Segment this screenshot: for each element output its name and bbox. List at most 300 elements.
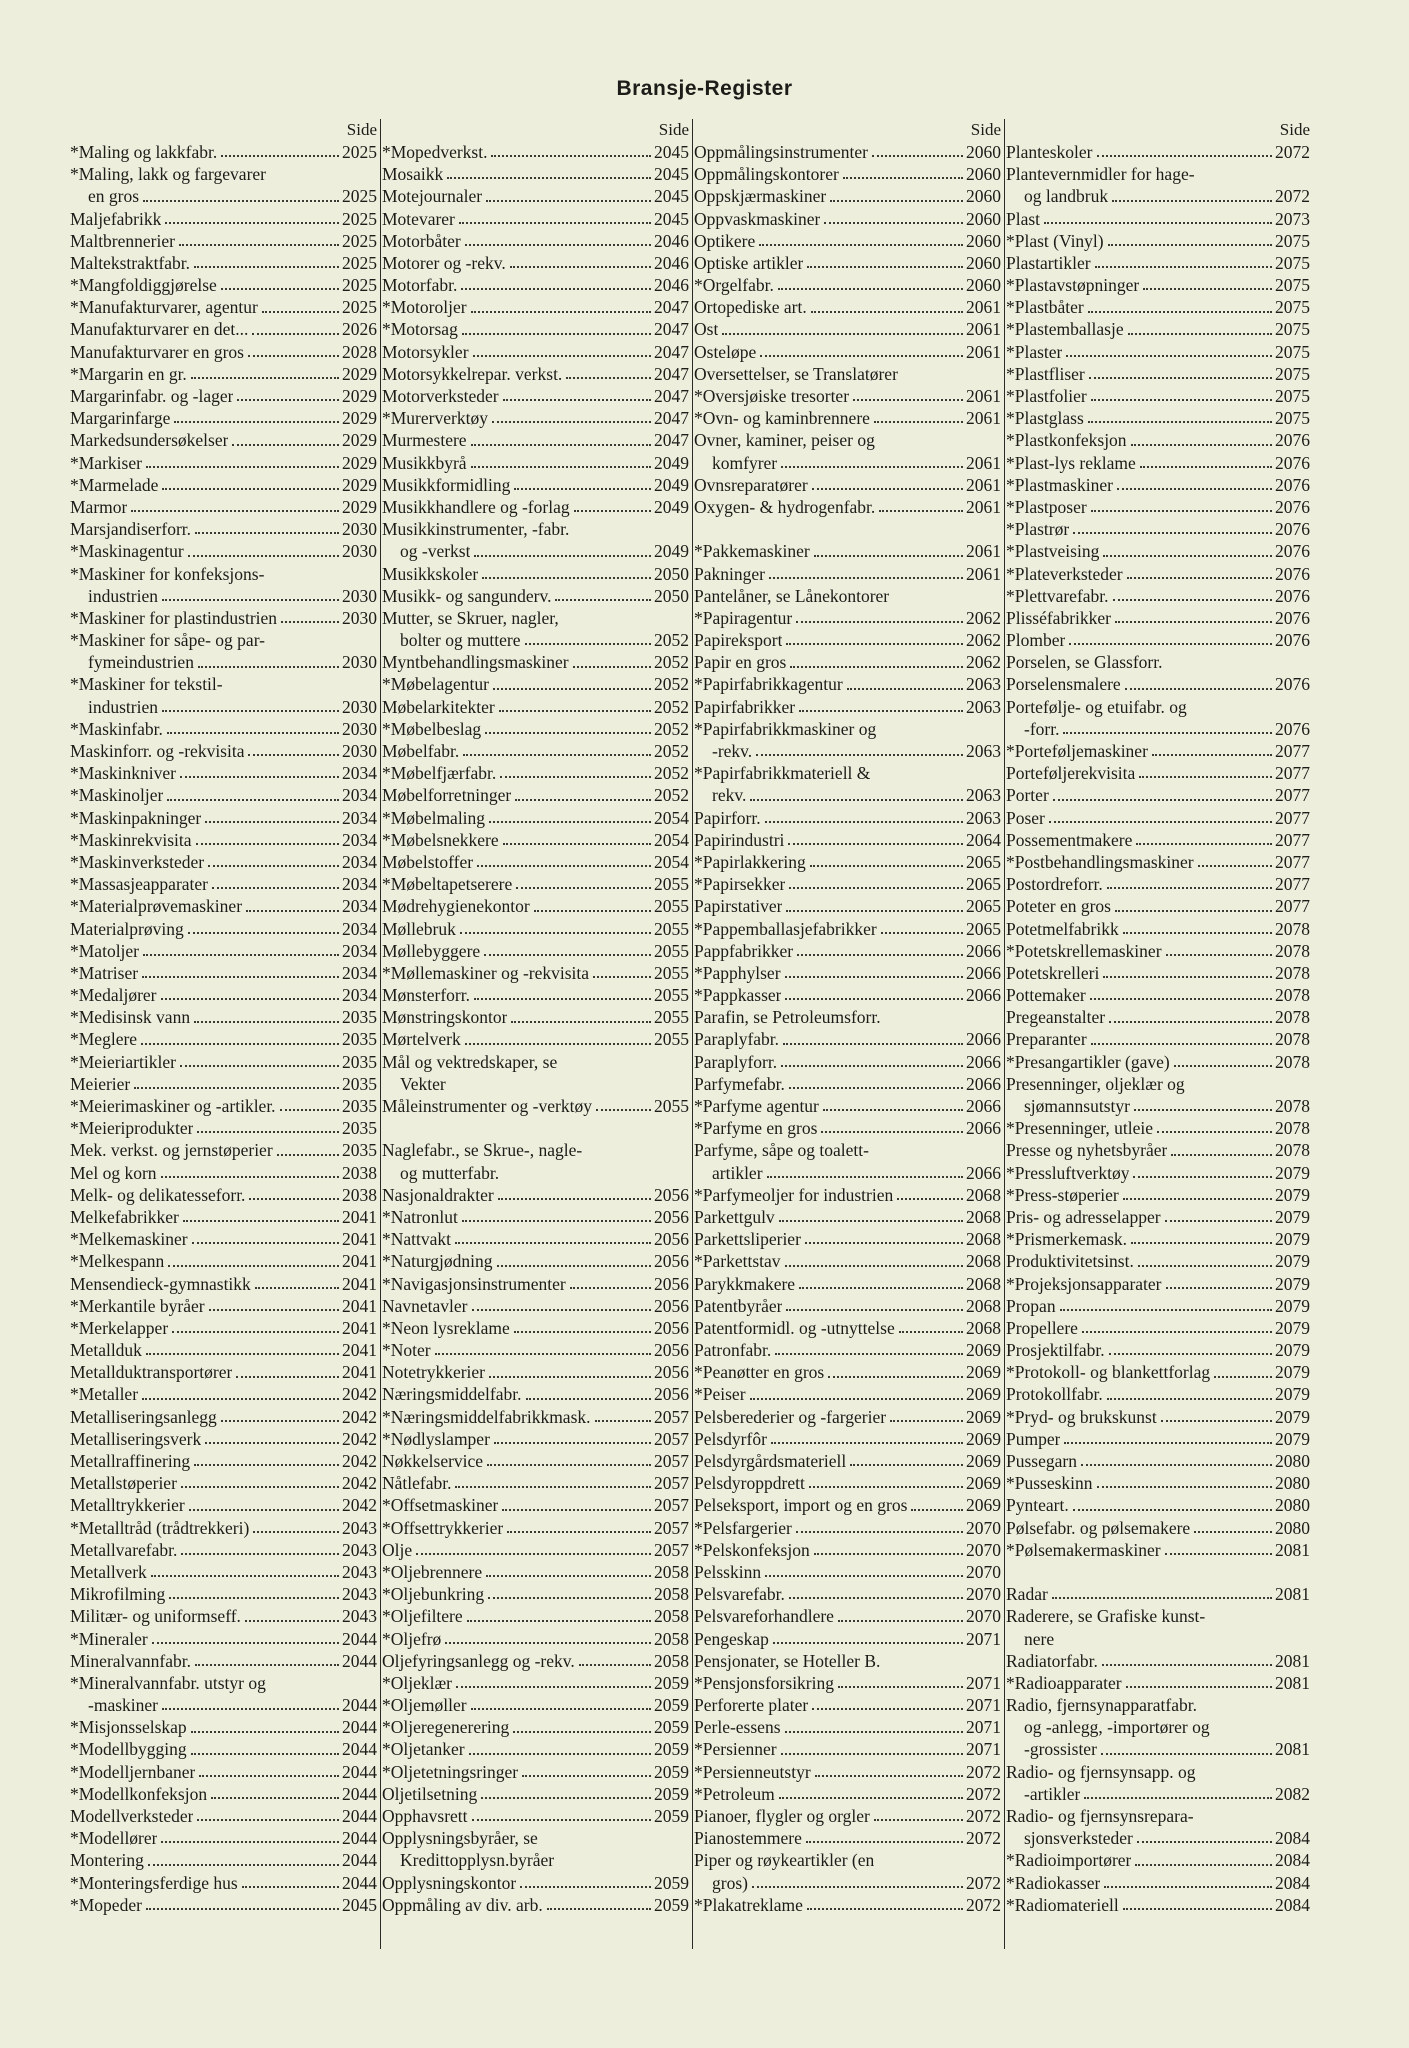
dot-leader [143, 953, 339, 956]
entry-page-number: 2065 [966, 874, 1001, 895]
register-entry [1006, 1894, 1313, 1916]
entry-label: Naglefabr., se Skrue-, nagle- [382, 1140, 583, 1161]
dot-leader [199, 1774, 339, 1777]
register-entry [1006, 1117, 1313, 1139]
register-entry [1006, 385, 1313, 407]
entry-page-number: 2041 [342, 1251, 377, 1272]
entry-label: *Presangartikler (gave) [1006, 1051, 1170, 1072]
register-entry [694, 1472, 1004, 1494]
entry-page-number: 2050 [654, 585, 689, 606]
register-entry [1006, 1317, 1313, 1339]
entry-page-number: 2042 [342, 1495, 377, 1516]
entry-page-number: 2044 [342, 1695, 377, 1716]
dot-leader [902, 378, 1001, 379]
entry-label: Maltekstraktfabr. [70, 252, 191, 273]
register-entry [1006, 1716, 1313, 1738]
dot-leader [467, 1619, 651, 1622]
register-entry [694, 407, 1004, 429]
entry-label: Motevarer [382, 208, 455, 229]
dot-leader [487, 1463, 651, 1466]
entry-label: *Maskiner for konfeksjons- [70, 563, 265, 584]
entry-label: Propan [1006, 1295, 1056, 1316]
register-entry [1006, 1339, 1313, 1361]
entry-page-number: 2069 [966, 1362, 1001, 1383]
register-entry [382, 1428, 692, 1450]
entry-label: *Pakkemaskiner [694, 541, 810, 562]
dot-leader [514, 487, 651, 490]
entry-page-number: 2052 [654, 763, 689, 784]
entry-page-number: 2046 [654, 230, 689, 251]
entry-page-number: 2076 [1275, 674, 1310, 695]
entry-page-number: 2034 [342, 785, 377, 806]
dot-leader [511, 1020, 651, 1023]
entry-label: Modellverksteder [70, 1806, 194, 1827]
dot-leader [507, 1530, 651, 1533]
entry-page-number: 2054 [654, 851, 689, 872]
entry-page-number: 2066 [966, 1029, 1001, 1050]
dot-leader [503, 1177, 689, 1178]
register-entry [1006, 1184, 1313, 1206]
dot-leader [499, 709, 651, 712]
entry-label: industrien [88, 696, 158, 717]
dot-leader [192, 1241, 339, 1244]
dot-leader [1069, 642, 1272, 645]
dot-leader [750, 1397, 963, 1400]
dot-leader [1091, 509, 1272, 512]
dot-leader [873, 1155, 1001, 1156]
register-entry [382, 1716, 692, 1738]
entry-label: Mineralvannfabr. [70, 1650, 191, 1671]
entry-page-number: 2061 [966, 474, 1001, 495]
entry-label: sjonsverksteder [1024, 1828, 1133, 1849]
dot-leader [1052, 1596, 1272, 1599]
entry-label: *Plastavstøpninger [1006, 275, 1140, 296]
entry-page-number: 2072 [966, 1894, 1001, 1915]
register-entry [382, 1006, 692, 1028]
entry-label: Poser [1006, 807, 1045, 828]
entry-page-number: 2059 [654, 1695, 689, 1716]
dot-leader [1108, 243, 1272, 246]
entry-page-number: 2029 [342, 452, 377, 473]
entry-label: Patentbyråer [694, 1295, 783, 1316]
register-entry [1006, 629, 1313, 651]
dot-leader [469, 1752, 651, 1755]
dot-leader [491, 154, 651, 157]
dot-leader [194, 1463, 339, 1466]
register-entry [382, 829, 692, 851]
entry-page-number: 2063 [966, 674, 1001, 695]
dot-leader [1088, 420, 1272, 423]
register-entry [1006, 829, 1313, 851]
register-entry [1006, 918, 1313, 940]
page-title: Bransje-Register [616, 77, 793, 100]
dot-leader [248, 753, 339, 756]
register-entry [694, 274, 1004, 296]
register-entry [694, 940, 1004, 962]
dot-leader [830, 199, 963, 202]
entry-label: Ost [694, 319, 719, 340]
dot-leader [1081, 1463, 1272, 1466]
register-entry [694, 363, 1004, 385]
dot-leader [879, 509, 963, 512]
register-entry [694, 829, 1004, 851]
register-entry [70, 1761, 380, 1783]
dot-leader [205, 1441, 339, 1444]
register-entry [694, 1894, 1004, 1916]
entry-label: *Modelljernbaner [70, 1761, 196, 1782]
dot-leader [1200, 1776, 1310, 1777]
dot-leader [477, 864, 651, 867]
dot-leader [1209, 1621, 1310, 1622]
register-entry [70, 1162, 380, 1184]
register-entry [70, 895, 380, 917]
register-entry [70, 740, 380, 762]
entry-page-number: 2069 [966, 1340, 1001, 1361]
dot-leader [237, 398, 339, 401]
entry-label: Pianostemmere [694, 1828, 802, 1849]
entry-page-number: 2066 [966, 940, 1001, 961]
entry-label: Motorsykler [382, 341, 469, 362]
register-entry [382, 296, 692, 318]
register-entry [694, 607, 1004, 629]
register-entry [382, 1029, 692, 1051]
dot-leader [162, 1707, 339, 1710]
entry-label: Preparanter [1006, 1029, 1087, 1050]
register-entry [694, 163, 1004, 185]
entry-page-number: 2069 [966, 1428, 1001, 1449]
dot-leader [788, 842, 963, 845]
dot-leader [1174, 1064, 1272, 1067]
entry-label: Radio- og fjernsynsrepara- [1006, 1806, 1194, 1827]
dot-leader [221, 1419, 339, 1422]
entry-label: Maskinforr. og -rekvisita [70, 741, 245, 762]
dot-leader [781, 1064, 963, 1067]
dot-leader [172, 1330, 339, 1333]
entry-page-number: 2060 [966, 186, 1001, 207]
register-entry [382, 319, 692, 341]
entry-label: *Plaster [1006, 341, 1063, 362]
entry-page-number: 2075 [1275, 363, 1310, 384]
entry-label: Musikkinstrumenter, -fabr. [382, 519, 570, 540]
dot-leader [1060, 1308, 1272, 1311]
register-entry [382, 851, 692, 873]
entry-label: Perle-essens [694, 1717, 781, 1738]
dot-leader [786, 909, 963, 912]
entry-page-number: 2060 [966, 208, 1001, 229]
dot-leader [843, 176, 963, 179]
entry-page-number: 2066 [966, 1118, 1001, 1139]
entry-page-number: 2056 [654, 1273, 689, 1294]
entry-label: *Pappkasser [694, 985, 782, 1006]
register-entry [1006, 807, 1313, 829]
register-entry [70, 1894, 380, 1916]
dot-leader [781, 1752, 963, 1755]
entry-page-number: 2072 [966, 1872, 1001, 1893]
dot-leader [534, 909, 651, 912]
dot-leader [232, 443, 339, 446]
entry-label: Raderere, se Grafiske kunst- [1006, 1606, 1206, 1627]
dot-leader [169, 1596, 339, 1599]
register-entry [694, 496, 1004, 518]
entry-label: Oppmålingskontorer [694, 164, 839, 185]
entry-label: *Møbelagentur [382, 674, 489, 695]
dot-leader [473, 354, 651, 357]
entry-label: Mosaikk [382, 164, 444, 185]
dot-leader [416, 1552, 651, 1555]
entry-label: *Papirsekker [694, 874, 786, 895]
entry-label: Parfymefabr. [694, 1073, 785, 1094]
entry-page-number: 2061 [966, 408, 1001, 429]
entry-page-number: 2054 [654, 807, 689, 828]
register-entry [1006, 651, 1313, 673]
register-entry [70, 1295, 380, 1317]
entry-page-number: 2025 [342, 186, 377, 207]
entry-label: Pianoer, flygler og orgler [694, 1806, 870, 1827]
register-entry [694, 1273, 1004, 1295]
register-entry [70, 1849, 380, 1871]
register-entry [694, 474, 1004, 496]
register-entry [694, 1450, 1004, 1472]
entry-label: Poteter en gros [1006, 896, 1111, 917]
entry-page-number: 2038 [342, 1162, 377, 1183]
dot-leader [1143, 287, 1272, 290]
dot-leader [180, 1064, 339, 1067]
register-entry [70, 563, 380, 585]
register-entry [694, 296, 1004, 318]
register-entry [70, 1273, 380, 1295]
entry-page-number: 2052 [654, 630, 689, 651]
dot-leader [455, 1241, 651, 1244]
entry-page-number: 2078 [1275, 1007, 1310, 1028]
register-entry [1006, 341, 1313, 363]
dot-leader [1090, 997, 1272, 1000]
register-entry [694, 807, 1004, 829]
register-entry [70, 496, 380, 518]
entry-label: *Presenninger, utleie [1006, 1118, 1154, 1139]
register-entry [694, 1827, 1004, 1849]
entry-page-number: 2042 [342, 1473, 377, 1494]
register-entry [70, 1472, 380, 1494]
entry-label: Møbelarkitekter [382, 696, 495, 717]
entry-label: Porselensmalere [1006, 674, 1121, 695]
register-entry [70, 1539, 380, 1561]
entry-label: *Oljefiltere [382, 1606, 463, 1627]
register-entry [694, 1849, 1004, 1871]
register-entry [694, 962, 1004, 984]
entry-label: *Natronlut [382, 1206, 458, 1227]
entry-label: Pottemaker [1006, 985, 1086, 1006]
dot-leader [1117, 487, 1272, 490]
dot-leader [484, 953, 651, 956]
entry-page-number: 2060 [966, 252, 1001, 273]
entry-label: Optiske artikler [694, 252, 804, 273]
register-entry [1006, 1561, 1313, 1583]
dot-leader [789, 1596, 963, 1599]
entry-page-number: 2076 [1275, 607, 1310, 628]
entry-page-number: 2057 [654, 1428, 689, 1449]
entry-label: Perforerte plater [694, 1695, 809, 1716]
entry-label: *Parfyme agentur [694, 1096, 819, 1117]
entry-label: *Plakatreklame [694, 1894, 803, 1915]
dot-leader [497, 1264, 651, 1267]
entry-label: *Meierimaskiner og -artikler. [70, 1096, 276, 1117]
dot-leader [1189, 1088, 1310, 1089]
dot-leader [472, 1818, 651, 1821]
dot-leader [1112, 199, 1272, 202]
dot-leader [850, 1463, 963, 1466]
entry-page-number: 2047 [654, 430, 689, 451]
entry-page-number: 2075 [1275, 408, 1310, 429]
entry-label: Pelsdyroppdrett [694, 1473, 805, 1494]
dot-leader [146, 1907, 339, 1910]
entry-page-number: 2034 [342, 896, 377, 917]
dot-leader [1136, 842, 1272, 845]
register-entry [694, 1783, 1004, 1805]
dot-leader [165, 221, 339, 224]
entry-page-number: 2066 [966, 1073, 1001, 1094]
dot-leader [514, 1330, 651, 1333]
register-entry [70, 1317, 380, 1339]
dot-leader [838, 1619, 963, 1622]
dot-leader [474, 554, 651, 557]
entry-label: Motorverksteder [382, 386, 499, 407]
entry-page-number: 2072 [966, 1806, 1001, 1827]
entry-page-number: 2072 [966, 1761, 1001, 1782]
entry-label: *Nødlyslamper [382, 1428, 490, 1449]
entry-page-number: 2078 [1275, 1051, 1310, 1072]
register-entry [694, 1605, 1004, 1627]
dot-leader [168, 1264, 339, 1267]
register-entry [1006, 274, 1313, 296]
entry-page-number: 2029 [342, 363, 377, 384]
entry-label: artikler [712, 1162, 763, 1183]
dot-leader [558, 1865, 689, 1866]
entry-page-number: 2030 [342, 718, 377, 739]
entry-label: Potetmelfabrikk [1006, 918, 1119, 939]
entry-page-number: 2080 [1275, 1495, 1310, 1516]
dot-leader [1089, 376, 1272, 379]
entry-page-number: 2034 [342, 962, 377, 983]
dot-leader [874, 1818, 963, 1821]
entry-label: Markedsundersøkelser [70, 430, 229, 451]
register-entry [1006, 1761, 1313, 1783]
register-entry [382, 1650, 692, 1672]
register-entry [70, 1117, 380, 1139]
entry-label: Møllebruk [382, 918, 456, 939]
dot-leader [1115, 620, 1272, 623]
entry-page-number: 2029 [342, 430, 377, 451]
entry-label: *Modellkonfeksjon [70, 1783, 208, 1804]
entry-page-number: 2041 [342, 1229, 377, 1250]
register-entry [382, 1561, 692, 1583]
entry-page-number: 2049 [654, 452, 689, 473]
register-entry [382, 452, 692, 474]
dot-leader [188, 554, 339, 557]
entry-label: Oljefyringsanlegg og -rekv. [382, 1650, 575, 1671]
entry-label: *Pappemballasjefabrikker [694, 918, 877, 939]
dot-leader [781, 465, 963, 468]
entry-label: *Meieriprodukter [70, 1118, 194, 1139]
entry-page-number: 2059 [654, 1806, 689, 1827]
entry-label: *Matriser [70, 962, 139, 983]
entry-page-number: 2026 [342, 319, 377, 340]
dot-leader [811, 310, 963, 313]
entry-label: *Petroleum [694, 1783, 775, 1804]
entry-label: Møbelfabr. [382, 741, 460, 762]
dot-leader [281, 620, 339, 623]
entry-label: Mørtelverk [382, 1029, 461, 1050]
dot-leader [520, 1885, 651, 1888]
entry-page-number: 2055 [654, 874, 689, 895]
entry-page-number: 2034 [342, 763, 377, 784]
entry-page-number: 2064 [966, 829, 1001, 850]
entry-label: Prosjektilfabr. [1006, 1340, 1105, 1361]
dot-leader [807, 265, 963, 268]
entry-page-number: 2041 [342, 1206, 377, 1227]
dot-leader [489, 1375, 651, 1378]
entry-page-number: 2055 [654, 962, 689, 983]
register-entry [694, 1117, 1004, 1139]
side-header: Side [346, 120, 377, 139]
dot-leader [221, 154, 339, 157]
entry-page-number: 2063 [966, 785, 1001, 806]
entry-page-number: 2081 [1275, 1539, 1310, 1560]
dot-leader [547, 1907, 651, 1910]
entry-page-number: 2043 [342, 1584, 377, 1605]
register-entry [694, 452, 1004, 474]
entry-label: Marmor [70, 496, 128, 517]
dot-leader [1201, 1709, 1310, 1710]
dot-leader [778, 287, 963, 290]
entry-label: *Naturgjødning [382, 1251, 493, 1272]
register-entry [382, 1139, 692, 1161]
entry-label: Propellere [1006, 1317, 1078, 1338]
entry-page-number: 2041 [342, 1362, 377, 1383]
register-entry [382, 1206, 692, 1228]
entry-page-number: 2081 [1275, 1650, 1310, 1671]
dot-leader [1133, 1175, 1272, 1178]
entry-page-number: 2044 [342, 1783, 377, 1804]
entry-label: *Potetskrellemaskiner [1006, 940, 1162, 961]
entry-page-number: 2057 [654, 1495, 689, 1516]
register-entry [70, 1228, 380, 1250]
entry-page-number: 2045 [342, 1894, 377, 1915]
entry-page-number: 2045 [654, 164, 689, 185]
register-entry [694, 762, 1004, 784]
entry-page-number: 2066 [966, 1051, 1001, 1072]
entry-label: *Plastkonfeksjon [1006, 430, 1127, 451]
entry-label: *Metaller [70, 1384, 139, 1405]
register-entry [694, 895, 1004, 917]
register-entry [1006, 674, 1313, 696]
register-entry [70, 1029, 380, 1051]
entry-label: Pelseksport, import og en gros [694, 1495, 908, 1516]
register-entry [1006, 895, 1313, 917]
entry-page-number: 2059 [654, 1672, 689, 1693]
dot-leader [486, 1574, 651, 1577]
dot-leader [1166, 1286, 1272, 1289]
entry-page-number: 2044 [342, 1850, 377, 1871]
dot-leader [134, 1086, 339, 1089]
entry-label: Planteskoler [1006, 141, 1093, 162]
entry-label: Pussegarn [1006, 1451, 1077, 1472]
entry-label: *Radiomateriell [1006, 1894, 1119, 1915]
dot-leader [786, 642, 963, 645]
entry-page-number: 2075 [1275, 341, 1310, 362]
dot-leader [1107, 886, 1272, 889]
register-entry [694, 1162, 1004, 1184]
dot-leader [760, 354, 963, 357]
